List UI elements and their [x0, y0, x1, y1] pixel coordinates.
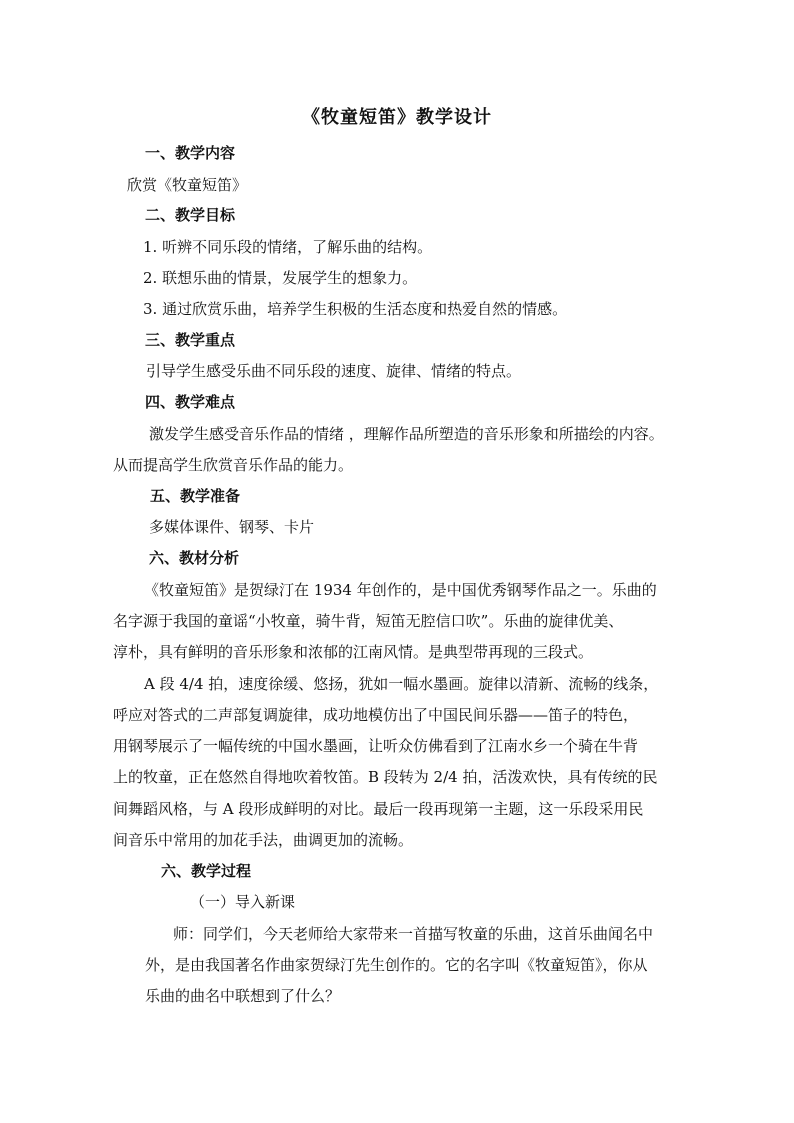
analysis-paragraph-line: 《牧童短笛》是贺绿汀在 1934 年创作的，是中国优秀钢琴作品之一。乐曲的 — [144, 581, 657, 599]
analysis-paragraph-line: 淳朴，具有鲜明的音乐形象和浓郁的江南风情。是典型带再现的三段式。 — [113, 643, 594, 661]
analysis-paragraph-line: 用钢琴展示了一幅传统的中国水墨画，让听众仿佛看到了江南水乡一个骑在牛背 — [113, 737, 639, 755]
section-heading-content: 一、教学内容 — [145, 144, 236, 162]
objective-item: 3. 通过欣赏乐曲，培养学生积极的生活态度和热爱自然的情感。 — [143, 300, 568, 318]
analysis-paragraph-line: A 段 4/4 拍，速度徐缓、悠扬，犹如一幅水墨画。旋律以清新、流畅的线条， — [144, 675, 659, 693]
preparation-text: 多媒体课件、钢琴、卡片 — [149, 518, 315, 536]
objective-item: 1. 听辨不同乐段的情绪，了解乐曲的结构。 — [143, 238, 433, 256]
analysis-paragraph-line: 间舞蹈风格，与 A 段形成鲜明的对比。最后一段再现第一主题，这一乐段采用民 — [113, 800, 644, 818]
analysis-paragraph-line: 间音乐中常用的加花手法，曲调更加的流畅。 — [113, 831, 414, 849]
section-heading-key-points: 三、教学重点 — [145, 331, 236, 349]
section-heading-analysis: 六、教材分析 — [149, 549, 240, 567]
subsection-heading-intro: （一）导入新课 — [190, 893, 296, 911]
section-heading-process: 六、教学过程 — [161, 862, 252, 880]
difficulties-text-line: 激发学生感受音乐作品的情绪 ，理解作品所塑造的音乐形象和所描绘的内容。 — [149, 425, 664, 443]
analysis-paragraph-line: 名字源于我国的童谣“小牧童，骑牛背，短笛无腔信口吹”。乐曲的旋律优美、 — [113, 612, 624, 630]
document-title: 《牧童短笛》教学设计 — [302, 107, 492, 128]
section-heading-objectives: 二、教学目标 — [145, 206, 236, 224]
key-points-text: 引导学生感受乐曲不同乐段的速度、旋律、情绪的特点。 — [146, 362, 522, 380]
section-heading-preparation: 五、教学准备 — [150, 487, 241, 505]
objective-item: 2. 联想乐曲的情景，发展学生的想象力。 — [143, 269, 418, 287]
difficulties-text-line: 从而提高学生欣赏音乐作品的能力。 — [113, 456, 354, 474]
analysis-paragraph-line: 呼应对答式的二声部复调旋律，成功地模仿出了中国民间乐器——笛子的特色， — [113, 706, 639, 724]
process-text-line: 乐曲的曲名中联想到了什么？ — [145, 987, 341, 1005]
analysis-paragraph-line: 上的牧童，正在悠然自得地吹着牧笛。B 段转为 2/4 拍，活泼欢快，具有传统的民 — [113, 768, 658, 786]
process-text-line: 师：同学们，今天老师给大家带来一首描写牧童的乐曲，这首乐曲闻名中 — [173, 925, 654, 943]
process-text-line: 外，是由我国著名作曲家贺绿汀先生创作的。它的名字叫《牧童短笛》，你从 — [145, 956, 648, 974]
content-text: 欣赏《牧童短笛》 — [127, 176, 248, 194]
section-heading-difficulties: 四、教学难点 — [145, 393, 236, 411]
